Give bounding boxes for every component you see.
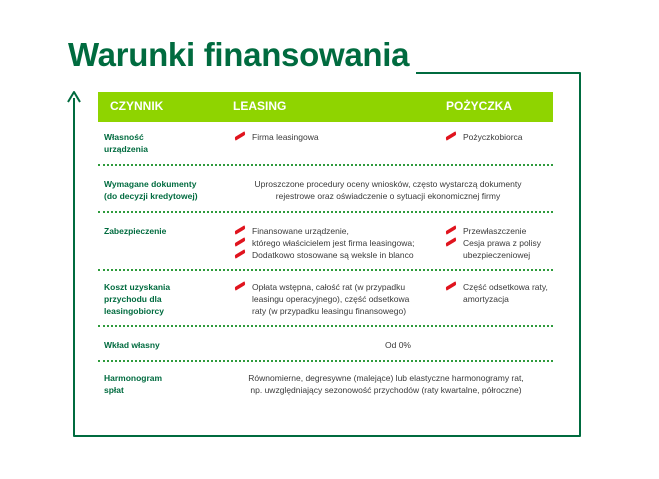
combined-cell: Uproszczone procedury oceny wniosków, często wystarczą dokumenty rejestrowe oraz oświadczenie o sytuacji ekonomicznej firmy [254,179,522,201]
factor-label: Wymagane dokumenty (do decyzji kredytowej) [104,179,198,201]
combined-cell: Równomierne, degresywne (malejące) lub elastyczne harmonogramy rat, np. uwzględniający sezonowość przychodów (raty kwartalne, półroczne) [248,373,524,395]
bullet-check-icon [235,249,245,259]
loan-cell: Przewłaszczenie Cesja prawa z polisy ubezpieczeniowej [446,225,541,261]
bullet-check-icon [446,225,456,235]
row-divider [98,325,553,327]
bullet-check-icon [446,131,456,141]
bullet-check-icon [235,225,245,235]
table-header [98,92,553,122]
leasing-cell: Opłata wstępna, całość rat (w przypadku leasingu operacyjnego), część odsetkowa raty (w przypadku leasingu finansowego) [235,281,409,317]
loan-cell: Część odsetkowa raty, amortyzacja [446,281,548,305]
header-factor: CZYNNIK [110,99,164,113]
header-leasing: LEASING [233,99,287,113]
factor-label: Własność urządzenia [104,132,148,154]
leasing-cell: Firma leasingowa [235,131,319,143]
combined-cell: Od 0% [385,340,411,350]
header-loan: POŻYCZKA [446,99,512,113]
bullet-check-icon [446,281,456,291]
factor-label: Koszt uzyskania przychodu dla leasingobiorcy [104,282,171,316]
factor-label: Harmonogram spłat [104,373,163,395]
row-divider [98,164,553,166]
loan-cell: Pożyczkobiorca [446,131,523,143]
bullet-check-icon [235,237,245,247]
leasing-cell: Finansowane urządzenie, którego właścicielem jest firma leasingowa; Dodatkowo stosowane są weksle in blanco [235,225,415,261]
bullet-check-icon [446,237,456,247]
factor-label: Wkład własny [104,340,160,350]
factor-label: Zabezpieczenie [104,226,167,236]
row-divider [98,211,553,213]
bullet-check-icon [235,281,245,291]
bullet-check-icon [235,131,245,141]
page-title: Warunki finansowania [68,36,410,73]
row-divider [98,269,553,271]
row-divider [98,360,553,362]
